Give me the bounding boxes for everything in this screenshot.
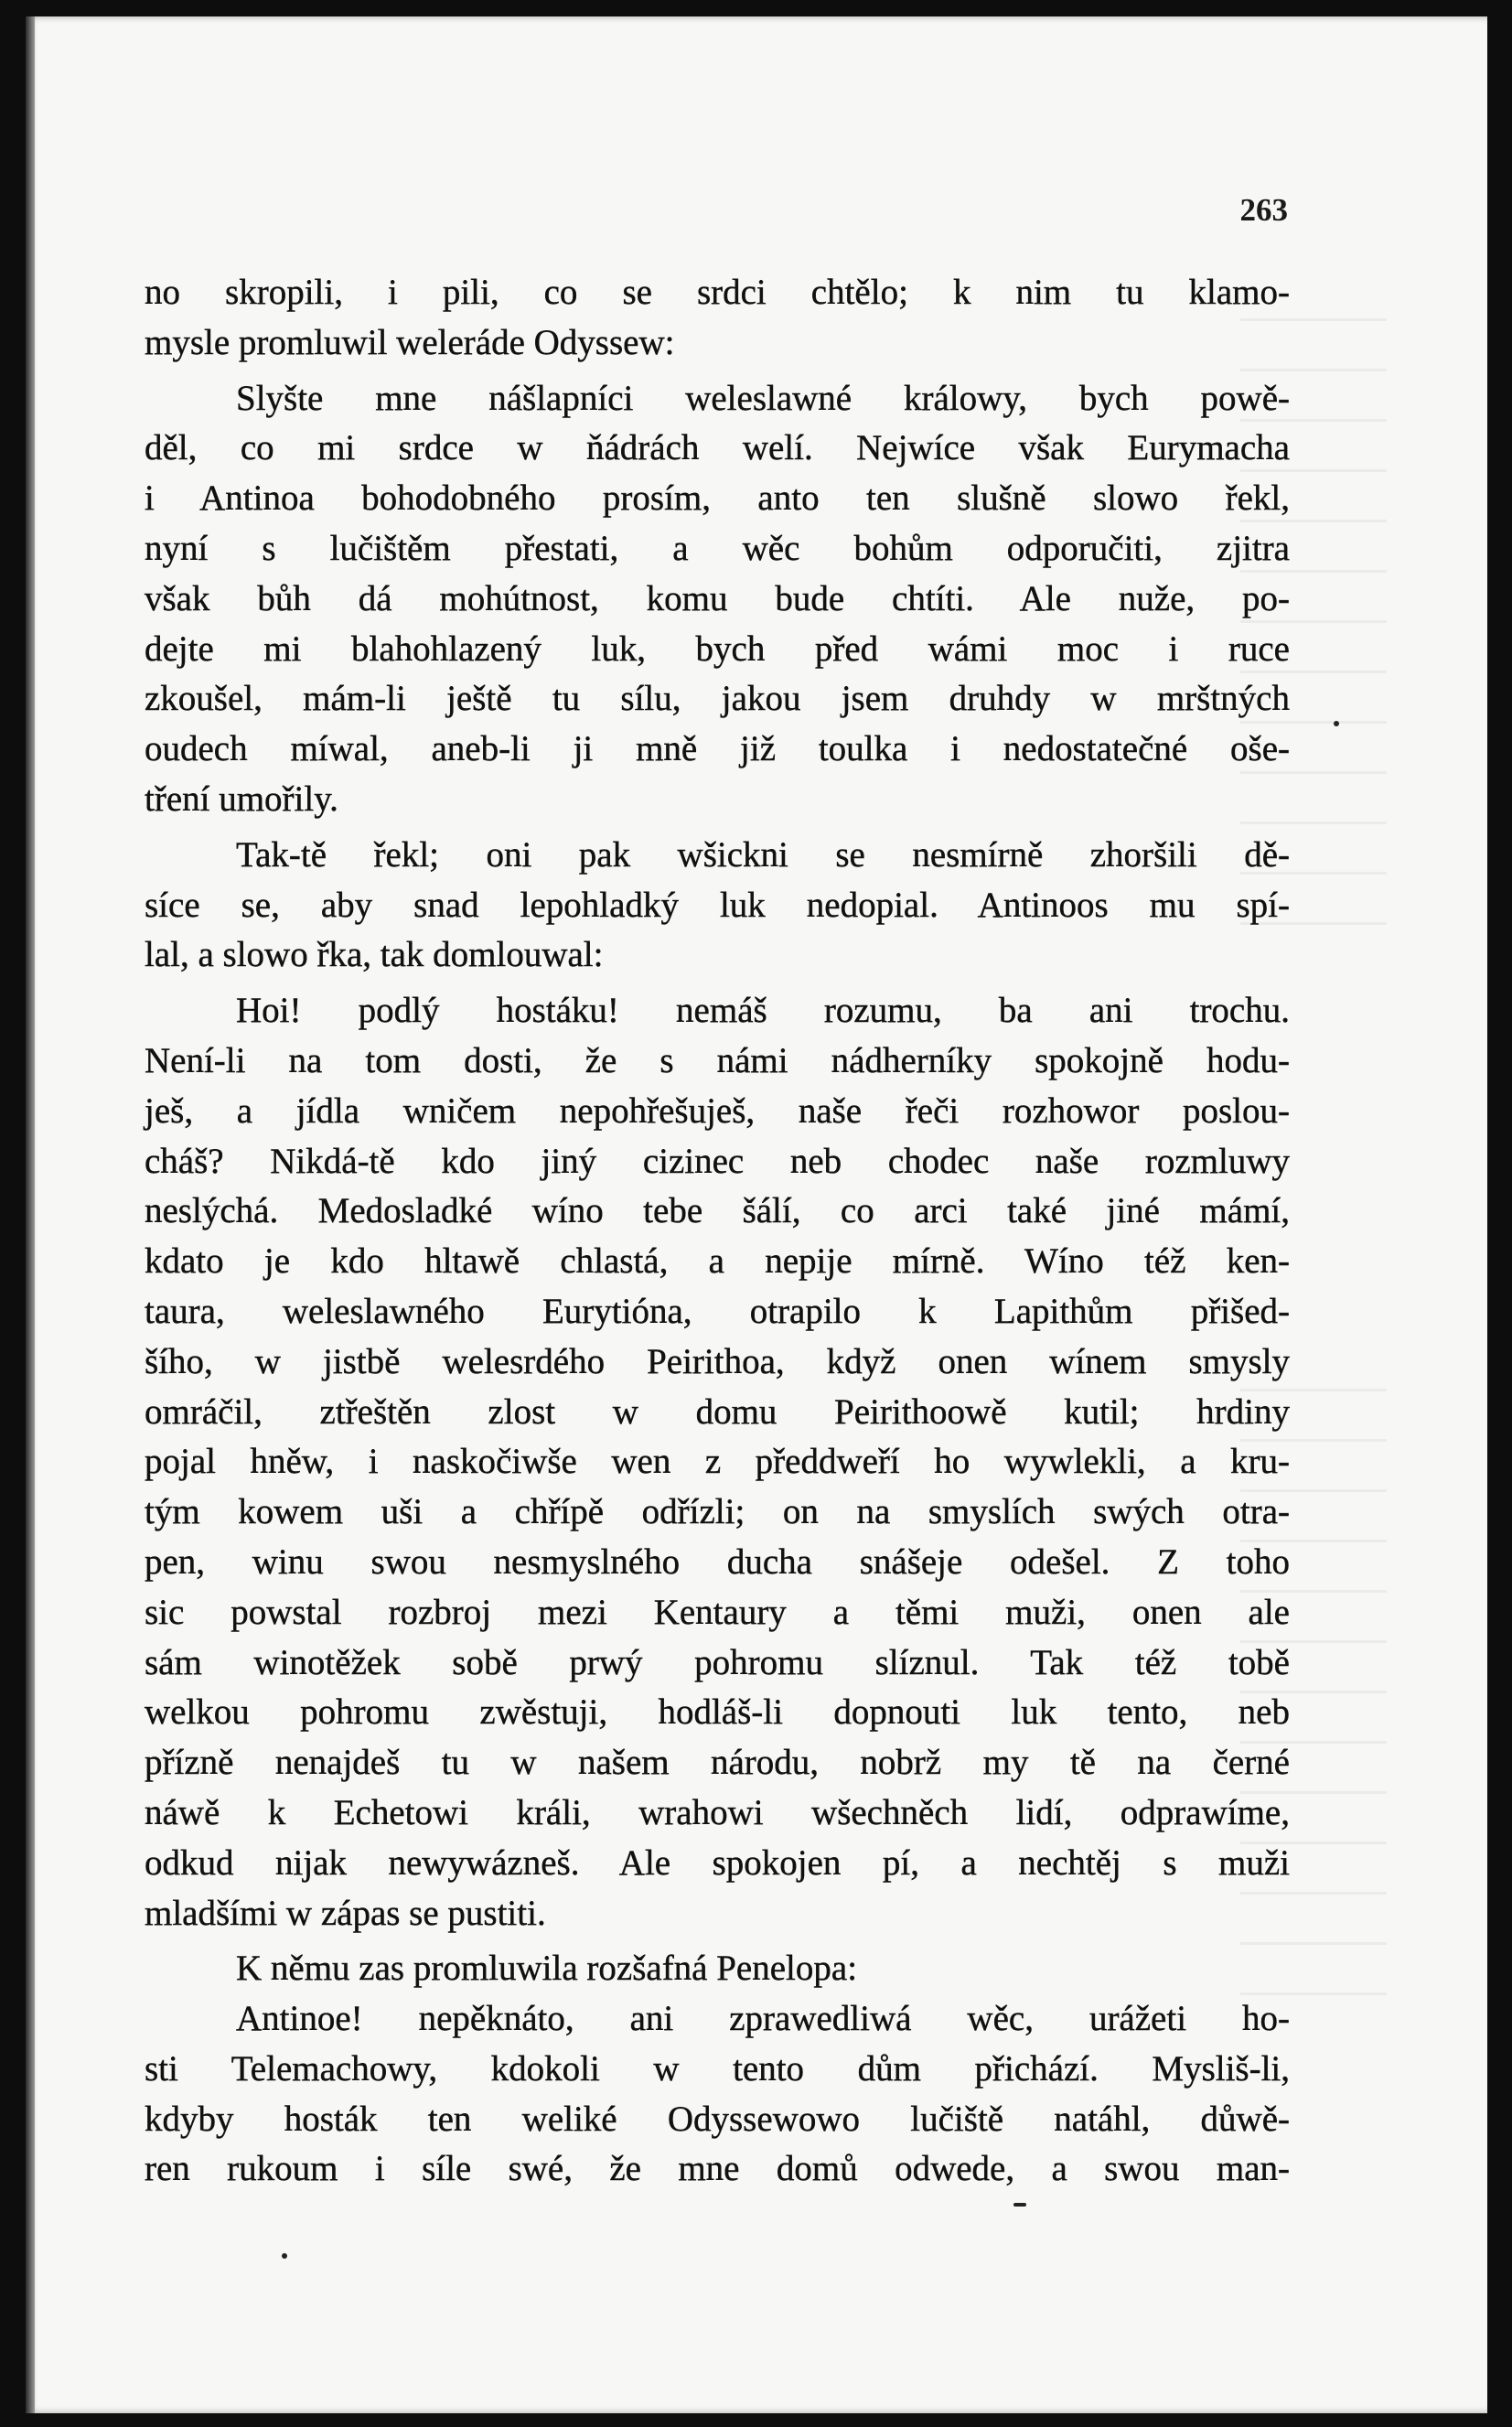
text-line: sám winotěžek sobě prwý pohromu slíznul. Tak též tobě [145,1642,1290,1682]
text-line: kdyby hosták ten weliké Odyssewowo lučiště natáhl, důwě- [145,2099,1290,2139]
text-line: přízně nenajdeš tu w našem národu, nobrž my tě na černé [145,1743,1290,1783]
paragraph-start-line: Antinoe! nepěknáto, ani zprawedliwá wěc, urážeti ho- [236,1999,1290,2039]
text-line: neslýchá. Medosladké wíno tebe šálí, co arci také jiné mámí, [145,1191,1290,1231]
text-line: lal, a slowo řka, tak domlouwal: [145,935,604,975]
page-number: 263 [1239,192,1288,228]
text-line: pen, winu swou nesmyslného ducha snášeje odešel. Z toho [145,1541,1290,1582]
text-line: síce se, aby snad lepohladký luk nedopial. Antinoos mu spí- [145,885,1290,925]
text-line: welkou pohromu zwěstuji, hodláš-li dopnouti luk tento, neb [145,1692,1290,1733]
body-text [145,268,1290,2195]
text-line: oudech míwal, aneb-li ji mně již toulka i nedostatečné oše- [145,729,1290,769]
text-line: tým kowem uši a chřípě odřízli; on na smyslích swých otra- [145,1492,1290,1532]
text-line: i Antinoa bohodobného prosím, anto ten slušně slowo řekl, [145,478,1290,519]
text-line: mysle promluwil weleráde Odyssew: [145,322,675,362]
text-line: sti Telemachowy, kdokoli w tento dům přichází. Mysliš-li, [145,2048,1290,2089]
paragraph-start-line: K němu zas promluwila rozšafná Penelopa: [236,1949,858,1989]
text-line: taura, weleslawného Eurytióna, otrapilo k Lapithům přišed- [145,1291,1290,1331]
text-line: nyní s lučištěm přestati, a wěc bohům odporučiti, zjitra [145,528,1290,568]
text-line: sic powstal rozbroj mezi Kentaury a těmi muži, onen ale [145,1592,1290,1632]
text-line: zkoušel, mám-li ještě tu sílu, jakou jsem druhdy w mrštných [145,679,1290,719]
ink-speck [1013,2203,1026,2207]
text-line: tření umořily. [145,779,338,819]
text-line: no skropili, i pili, co se srdci chtělo; k nim tu klamo- [145,273,1290,312]
text-line: ren rukoum i síle swé, že mne domů odwede, a swou man- [145,2149,1290,2189]
text-line: děl, co mi srdce w ňádrách welí. Nejwíce však Eurymacha [145,428,1290,468]
paragraph-start-line: Slyšte mne nášlapníci weleslawné králowy, bych powě- [236,378,1290,418]
paragraph-start-line: Tak-tě řekl; oni pak wšickni se nesmírně zhoršili dě- [236,834,1290,875]
text-line: dejte mi blahohlazený luk, bych před wámi moc i ruce [145,628,1290,669]
text-line: mladšími w zápas se pustiti. [145,1893,546,1933]
book-page [26,16,1487,2413]
page-spine-shadow [26,16,35,2413]
text-line: omráčil, ztřeštěn zlost w domu Peirithoowě kutil; hrdiny [145,1391,1290,1432]
text-line: šího, w jistbě welesrdého Peirithoa, když onen wínem smysly [145,1341,1290,1381]
text-line: odkud nijak newywázneš. Ale spokojen pí, a nechtěj s muži [145,1842,1290,1883]
paragraph-start-line: Hoi! podlý hostáku! nemáš rozumu, ba ani trochu. [236,991,1290,1031]
text-line: pojal hněw, i naskočiwše wen z předdweří ho wywlekli, a kru- [145,1442,1290,1482]
text-line: ješ, a jídla wničem nepohřešuješ, naše řeči rozhowor poslou- [145,1090,1290,1131]
text-line: však bůh dá mohútnost, komu bude chtíti. Ale nuže, po- [145,578,1290,618]
text-line: kdato je kdo hltawě chlastá, a nepije mírně. Wíno též ken- [145,1241,1290,1282]
text-line: Není-li na tom dosti, že s námi nádherníky spokojně hodu- [145,1040,1290,1080]
ink-speck [1334,721,1339,726]
ink-speck [282,2253,287,2259]
text-line: cháš? Nikdá-tě kdo jiný cizinec neb chodec naše rozmluwy [145,1141,1290,1181]
text-line: náwě k Echetowi králi, wrahowi wšechněch lidí, odprawíme, [145,1792,1290,1832]
